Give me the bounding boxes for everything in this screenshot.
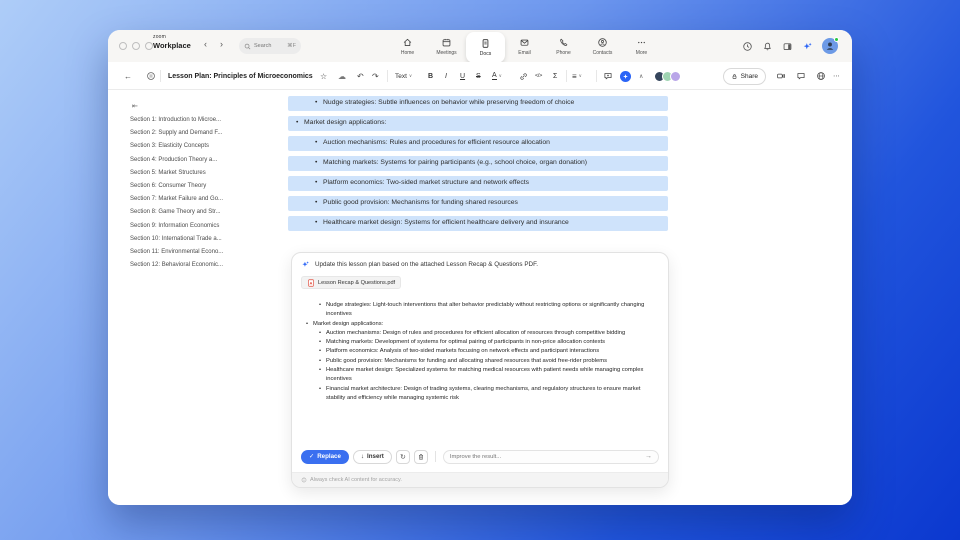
text-style-label: Text — [395, 72, 407, 80]
comment-icon[interactable] — [603, 71, 613, 81]
italic-button[interactable]: I — [445, 72, 447, 80]
video-camera-icon[interactable] — [776, 71, 786, 81]
svg-text:A: A — [309, 280, 313, 285]
doc-bullet-row[interactable]: • Market design applications: — [288, 116, 668, 131]
doc-bullet-row[interactable]: • Healthcare market design: Systems for efficient healthcare delivery and insurance — [288, 216, 668, 231]
logo-workplace-text: Workplace — [153, 40, 191, 50]
attachment-name: Lesson Recap & Questions.pdf — [318, 279, 396, 286]
ai-bullet: • Public good provision: Mechanisms for funding and allocating shared resources that avoid free-rider problems — [302, 357, 660, 366]
trash-icon — [417, 453, 425, 461]
outline-item[interactable]: Section 5: Market Structures — [130, 169, 206, 176]
collapse-toolbar-icon[interactable]: ∧ — [639, 73, 644, 80]
mail-icon — [519, 37, 530, 48]
app-window — [108, 30, 852, 505]
outline-item[interactable]: Section 11: Environmental Econo... — [130, 248, 224, 255]
more-dots-icon — [636, 37, 647, 48]
underline-button[interactable]: U — [460, 72, 466, 80]
nav-forward-button[interactable]: › — [220, 39, 223, 49]
doc-back-icon[interactable]: ← — [124, 71, 132, 81]
side-panel-icon[interactable] — [782, 41, 793, 52]
chevron-down-icon: ∨ — [408, 73, 413, 78]
notifications-bell-icon[interactable] — [762, 41, 773, 52]
cloud-sync-icon: ☁ — [338, 71, 346, 81]
ai-disclaimer-bar — [292, 472, 668, 487]
replace-label: Replace — [317, 453, 341, 460]
tab-label: Email — [518, 50, 531, 56]
send-arrow-icon[interactable]: → — [645, 453, 652, 460]
document-outline — [130, 114, 282, 272]
refresh-icon: ↻ — [399, 453, 406, 461]
doc-bullet-row[interactable]: • Platform economics: Two-sided market structure and network effects — [288, 176, 668, 191]
pdf-file-icon — [307, 279, 315, 287]
outline-item[interactable]: Section 6: Consumer Theory — [130, 182, 207, 189]
tab-label: Docs — [479, 51, 492, 57]
ai-disclaimer-text: Always check AI content for accuracy. — [310, 477, 402, 483]
phone-icon — [558, 37, 569, 48]
logo-zoom-text: zoom — [153, 34, 167, 40]
ai-companion-panel — [291, 252, 669, 488]
docs-home-grid-icon[interactable] — [146, 71, 156, 81]
info-icon — [301, 477, 307, 483]
document-content-area — [108, 90, 852, 505]
outline-item[interactable]: Section 3: Elasticity Concepts — [130, 143, 210, 150]
chevron-down-icon: ∨ — [498, 73, 502, 78]
tab-label: More — [635, 50, 648, 56]
improve-result-input[interactable] — [450, 454, 641, 460]
document-title: Lesson Plan: Principles of Microeconomics — [168, 72, 313, 80]
search-shortcut-hint: ⌘F — [287, 43, 296, 49]
collaborator-avatar — [670, 71, 681, 82]
link-icon[interactable] — [519, 72, 528, 81]
outline-item[interactable]: Section 1: Introduction to Microe... — [130, 117, 222, 123]
doc-bullet-row[interactable]: • Public good provision: Mechanisms for funding shared resources — [288, 196, 668, 211]
ai-companion-button[interactable] — [620, 71, 631, 82]
history-clock-icon[interactable] — [742, 41, 753, 52]
text-style-dropdown[interactable] — [395, 62, 412, 90]
strikethrough-button[interactable]: S — [476, 72, 481, 80]
outline-item[interactable]: Section 9: Information Economics — [130, 222, 220, 229]
tab-more[interactable] — [622, 32, 661, 61]
ai-bullet: • Auction mechanisms: Design of rules and procedures for efficient allocation of resources through competitive bidding — [302, 329, 660, 338]
doc-bullet-row[interactable]: • Auction mechanisms: Rules and procedures for efficient resource allocation — [288, 136, 668, 151]
ai-bullet: • Platform economics: Analysis of two-sided markets focusing on network effects and participant interactions — [302, 347, 660, 356]
text-color-icon: A — [492, 72, 497, 79]
titlebar — [108, 30, 852, 62]
ai-bullet: • Healthcare market design: Specialized systems for matching medical resources with patient needs while managing complex incentives — [302, 366, 660, 385]
insert-arrow-icon: ↓ — [360, 453, 365, 460]
window-controls — [119, 42, 153, 50]
ai-prompt-text: Update this lesson plan based on the attached Lesson Recap & Questions PDF. — [315, 261, 538, 268]
contacts-icon — [597, 37, 608, 48]
check-icon: ✓ — [309, 453, 315, 460]
window-close-button[interactable] — [119, 42, 127, 50]
ai-result-text — [302, 301, 660, 403]
outline-item[interactable]: Section 2: Supply and Demand F... — [130, 130, 223, 137]
discard-button[interactable] — [414, 450, 428, 464]
insert-button[interactable] — [353, 450, 392, 464]
search-input[interactable] — [254, 43, 282, 49]
app-tab-bar — [388, 32, 661, 63]
chevron-down-icon: ∨ — [578, 73, 582, 78]
avatar-person-icon — [824, 40, 836, 52]
outline-item[interactable]: Section 12: Behavioral Economic... — [130, 262, 224, 269]
user-avatar[interactable] — [822, 38, 838, 54]
regenerate-button[interactable] — [396, 450, 410, 464]
search-icon — [244, 43, 251, 50]
share-label: Share — [740, 72, 758, 80]
doc-bullet-row[interactable]: • Nudge strategies: Subtle influences on behavior while preserving freedom of choice — [288, 96, 668, 111]
insert-label: Insert — [367, 453, 384, 460]
ai-bullet: • Financial market architecture: Design of trading systems, clearing mechanisms, and regulatory structures to ensure market stability and efficiency while managing systemic risk — [302, 385, 660, 404]
lock-icon — [731, 73, 738, 80]
favorite-star-icon[interactable]: ☆ — [320, 71, 328, 81]
tab-contacts[interactable] — [583, 32, 622, 61]
chat-bubble-icon[interactable] — [796, 71, 806, 81]
ai-sparkle-icon — [301, 260, 310, 269]
share-button[interactable] — [723, 68, 766, 85]
presence-status-dot — [834, 37, 839, 42]
attachment-chip[interactable] — [301, 276, 401, 289]
calendar-icon — [441, 37, 452, 48]
align-dropdown[interactable] — [572, 62, 582, 90]
zoom-workplace-logo — [153, 35, 191, 49]
tab-label: Home — [400, 50, 415, 56]
ai-sparkle-icon — [622, 73, 629, 80]
undo-icon[interactable]: ↶ — [357, 71, 364, 81]
improve-result-field[interactable] — [443, 450, 659, 464]
formula-button[interactable]: Σ — [553, 72, 558, 80]
ai-bullet: • Nudge strategies: Light-touch interventions that alter behavior predictably without restricting options or significantly changing incentives — [302, 301, 660, 320]
tab-docs[interactable] — [466, 32, 505, 63]
tab-label: Phone — [556, 50, 571, 56]
home-icon — [402, 37, 413, 48]
tab-meetings[interactable] — [427, 32, 466, 61]
bold-button[interactable]: B — [428, 72, 434, 80]
doc-bullet-row[interactable]: • Matching markets: Systems for pairing participants (e.g., school choice, organ donation) — [288, 156, 668, 171]
code-block-button[interactable]: </> — [535, 73, 543, 79]
nav-back-button[interactable]: ‹ — [204, 39, 207, 49]
tab-label: Meetings — [436, 50, 457, 56]
outline-item[interactable]: Section 7: Market Failure and Go... — [130, 196, 224, 203]
ai-action-bar — [301, 449, 659, 464]
tab-home[interactable] — [388, 32, 427, 61]
redo-icon[interactable]: ↷ — [372, 71, 379, 81]
collapse-outline-icon[interactable]: ⇤ — [132, 103, 138, 110]
docs-icon — [480, 38, 491, 49]
outline-item[interactable]: Section 8: Game Theory and Str... — [130, 209, 221, 216]
collaborator-avatars[interactable] — [654, 71, 681, 82]
text-color-dropdown[interactable] — [492, 62, 502, 90]
global-search[interactable] — [239, 38, 301, 54]
tab-phone[interactable] — [544, 32, 583, 61]
tab-email[interactable] — [505, 32, 544, 61]
outline-item[interactable]: Section 4: Production Theory a... — [130, 156, 218, 163]
ai-bullet: • Matching markets: Development of systems for optimal pairing of participants in non-price allocation contexts — [302, 338, 660, 347]
globe-icon[interactable] — [816, 71, 826, 81]
ai-bullet: • Market design applications: — [302, 320, 660, 329]
ai-sparkle-icon[interactable] — [802, 41, 813, 52]
more-options-icon[interactable]: ⋯ — [833, 73, 840, 80]
window-zoom-button[interactable] — [145, 42, 153, 50]
window-minimize-button[interactable] — [132, 42, 140, 50]
highlighted-document-text — [288, 96, 668, 236]
outline-item[interactable]: Section 10: International Trade a... — [130, 235, 222, 242]
replace-button[interactable] — [301, 450, 349, 464]
tab-label: Contacts — [592, 50, 613, 56]
document-toolbar — [108, 62, 852, 90]
align-icon: ≡ — [572, 71, 577, 81]
